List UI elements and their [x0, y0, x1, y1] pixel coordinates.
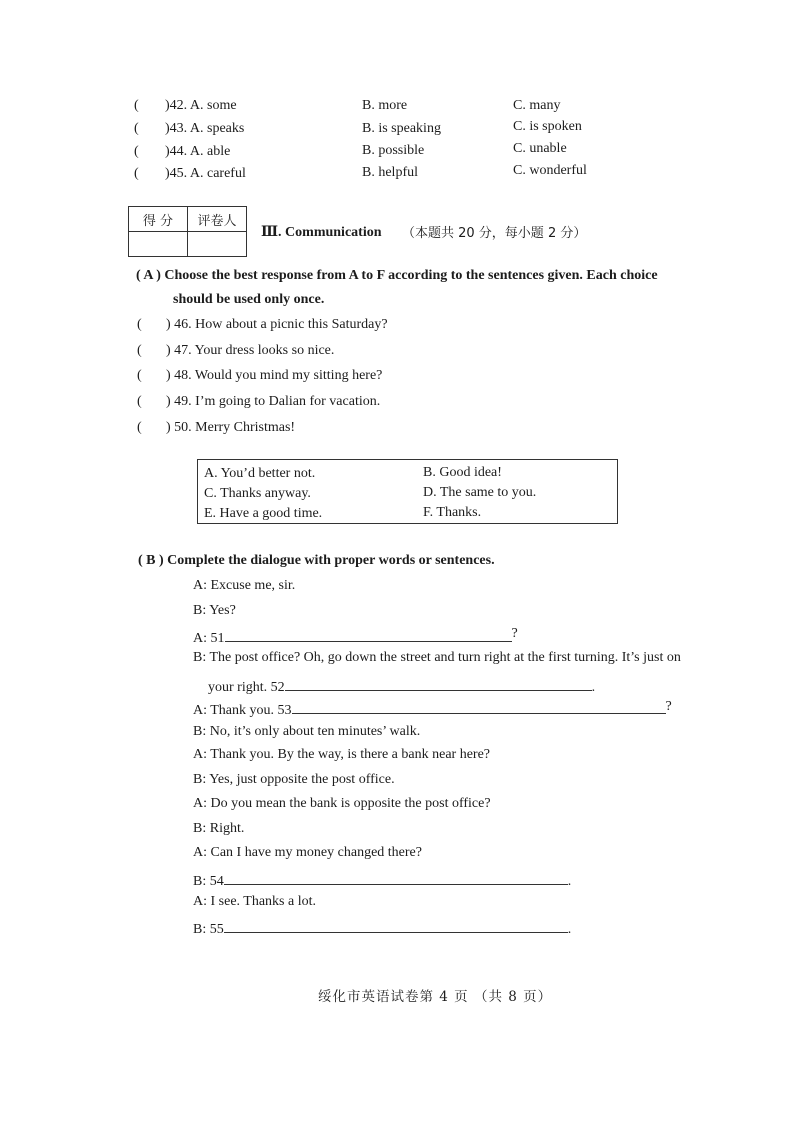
question-49: ) 49. I’m going to Dalian for vacation.	[166, 394, 381, 409]
choice-b: B. Good idea!	[423, 465, 502, 480]
choice-a: A. You’d better not.	[204, 466, 316, 481]
blank-label-52: your right. 52	[208, 680, 285, 695]
blank-end: ?	[665, 699, 672, 714]
choice-c: C. Thanks anyway.	[204, 486, 311, 501]
choices-box	[197, 459, 618, 524]
page-footer: 绥化市英语试卷第 4 页 （共 8 页）	[318, 989, 553, 1005]
option-row-43-b: B. is speaking	[362, 121, 441, 136]
dialogue-line-55	[193, 918, 571, 938]
blank-label-51: A: 51	[193, 631, 225, 646]
score-label: 得 分	[129, 207, 188, 232]
paren: (	[137, 420, 142, 435]
paren: (	[134, 98, 139, 113]
dialogue-line-51	[193, 627, 518, 647]
choice-e: E. Have a good time.	[204, 506, 323, 521]
score-cell	[129, 232, 188, 257]
dialogue-line: A: Can I have my money changed there?	[193, 845, 422, 860]
answer-blank-54[interactable]	[224, 870, 568, 885]
option-row-45-a: )45. A. careful	[165, 166, 246, 181]
dialogue-line-54	[193, 870, 571, 890]
option-row-43-c: C. is spoken	[513, 119, 582, 134]
dialogue-line: A: Thank you. By the way, is there a bank near here?	[193, 747, 491, 762]
blank-label-55: B: 55	[193, 922, 224, 937]
paren: (	[134, 166, 139, 181]
page-crop	[0, 0, 794, 98]
score-table	[128, 206, 247, 257]
option-row-44-b: B. possible	[362, 143, 425, 158]
dialogue-line: B: The post office? Oh, go down the street and turn right at the first turning. It’s just on	[193, 650, 681, 665]
paren: (	[134, 121, 139, 136]
paren: (	[137, 368, 142, 383]
answer-blank-53[interactable]	[292, 699, 666, 714]
option-row-42-a: )42. A. some	[165, 98, 237, 113]
grader-label: 评卷人	[188, 207, 247, 232]
grader-cell	[188, 232, 247, 257]
answer-blank-52[interactable]	[285, 676, 592, 691]
choice-d: D. The same to you.	[423, 485, 537, 500]
option-row-42-b: B. more	[362, 98, 408, 113]
dialogue-line: A: I see. Thanks a lot.	[193, 894, 316, 909]
option-row-44-c: C. unable	[513, 141, 567, 156]
dialogue-line: B: No, it’s only about ten minutes’ walk.	[193, 724, 421, 739]
dialogue-line-53	[193, 699, 672, 719]
blank-end: .	[591, 680, 596, 695]
dialogue-line: A: Do you mean the bank is opposite the post office?	[193, 796, 491, 811]
blank-end: .	[567, 874, 572, 889]
option-row-45-c: C. wonderful	[513, 163, 587, 178]
option-row-45-b: B. helpful	[362, 165, 418, 180]
dialogue-line: B: Right.	[193, 821, 245, 836]
answer-blank-55[interactable]	[224, 918, 568, 933]
dialogue-line: A: Excuse me, sir.	[193, 578, 296, 593]
blank-label-53: A: Thank you. 53	[193, 703, 292, 718]
paren: (	[137, 343, 142, 358]
paren: (	[137, 394, 142, 409]
part-b-instruction: ( B ) Complete the dialogue with proper words or sentences.	[138, 553, 495, 568]
question-46: ) 46. How about a picnic this Saturday?	[166, 317, 388, 332]
blank-end: ?	[511, 626, 518, 641]
answer-blank-51[interactable]	[225, 627, 512, 642]
section-title: Ⅲ. Communication	[261, 225, 382, 240]
part-a-instruction-2: should be used only once.	[173, 292, 325, 307]
part-a-instruction: ( A ) Choose the best response from A to F according to the sentences given. Each choice	[136, 268, 658, 283]
paren: (	[137, 317, 142, 332]
section-note: （本题共 20 分，每小题 2 分）	[402, 226, 587, 241]
option-row-42-c: C. many	[513, 98, 561, 113]
question-47: ) 47. Your dress looks so nice.	[166, 343, 335, 358]
dialogue-line: B: Yes?	[193, 603, 236, 618]
dialogue-line-52	[208, 676, 595, 696]
option-row-44-a: )44. A. able	[165, 144, 231, 159]
paren: (	[134, 144, 139, 159]
question-50: ) 50. Merry Christmas!	[166, 420, 296, 435]
blank-end: .	[567, 922, 572, 937]
dialogue-line: B: Yes, just opposite the post office.	[193, 772, 395, 787]
question-48: ) 48. Would you mind my sitting here?	[166, 368, 383, 383]
blank-label-54: B: 54	[193, 874, 224, 889]
option-row-43-a: )43. A. speaks	[165, 121, 245, 136]
choice-f: F. Thanks.	[423, 505, 482, 520]
